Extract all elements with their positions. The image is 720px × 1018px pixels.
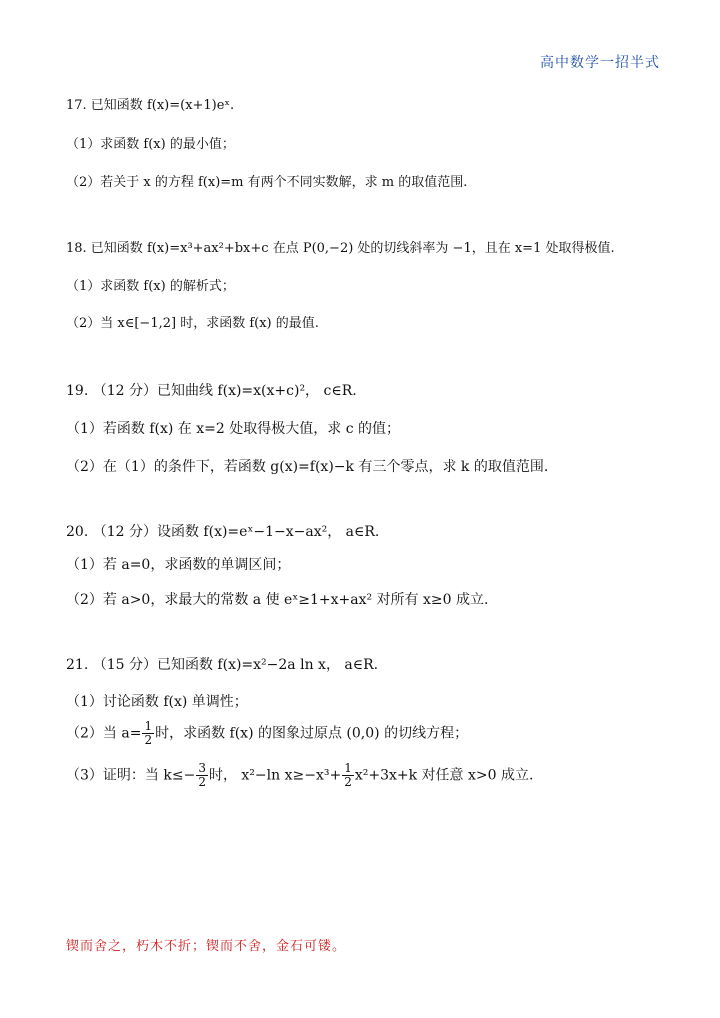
- part-3-text-b: x²+3x+k 对任意 x>0 成立.: [354, 767, 534, 784]
- fraction-numerator: 3: [198, 761, 206, 775]
- problem-20-stem: 20. （12 分）设函数 f(x)=eˣ−1−x−ax²， a∈R.: [66, 524, 380, 540]
- header-title: 高中数学一招半式: [540, 55, 660, 71]
- problem-20-part-2: （2）若 a>0，求最大的常数 a 使 eˣ≥1+x+ax² 对所有 x≥0 成立.: [66, 592, 489, 608]
- fraction-denominator: 2: [198, 775, 206, 789]
- problem-21-part-1: （1）讨论函数 f(x) 单调性；: [66, 694, 248, 710]
- part-2-text: 时，求函数 f(x) 的图象过原点 (0,0) 的切线方程；: [155, 725, 469, 742]
- problem-17-stem: 17. 已知函数 f(x)=(x+1)eˣ.: [66, 98, 235, 113]
- problem-21-part-3: [66, 762, 533, 789]
- problem-18-part-1: （1）求函数 f(x) 的解析式；: [66, 279, 235, 294]
- problem-21-stem: 21. （15 分）已知函数 f(x)=x²−2a ln x， a∈R.: [66, 657, 379, 673]
- part-3-prefix: （3）证明：当 k≤−: [66, 767, 196, 784]
- part-3-text-a: 时， x²−ln x≥−x³+: [208, 767, 342, 784]
- problem-20-part-1: （1）若 a=0，求函数的单调区间；: [66, 557, 291, 573]
- fraction-denominator: 2: [144, 733, 153, 747]
- fraction-denominator: 2: [344, 775, 352, 789]
- problem-18-stem: 18. 已知函数 f(x)=x³+ax²+bx+c 在点 P(0,−2) 处的切线斜率为 −1，且在 x=1 处取得极值.: [66, 241, 615, 256]
- fraction-one-half: [142, 720, 154, 747]
- problem-17-part-2: （2）若关于 x 的方程 f(x)=m 有两个不同实数解，求 m 的取值范围.: [66, 175, 468, 190]
- fraction-numerator: 1: [144, 719, 153, 733]
- fraction-three-halves: [196, 762, 208, 789]
- fraction-numerator: 1: [344, 761, 352, 775]
- problem-18-part-2: （2）当 x∈[−1,2] 时，求函数 f(x) 的最值.: [66, 316, 319, 331]
- problem-19-part-2: （2）在（1）的条件下，若函数 g(x)=f(x)−k 有三个零点，求 k 的取值范围.: [66, 459, 549, 475]
- fraction-one-half: [342, 762, 354, 789]
- footer-motto: 锲而舍之，朽木不折；锲而不舍，金石可镂。: [66, 939, 347, 954]
- problem-19-stem: 19. （12 分）已知曲线 f(x)=x(x+c)²， c∈R.: [66, 383, 357, 399]
- problem-21-part-2: [66, 720, 468, 747]
- problem-19-part-1: （1）若函数 f(x) 在 x=2 处取得极大值，求 c 的值；: [66, 421, 400, 437]
- part-2-prefix: （2）当 a=: [66, 725, 142, 742]
- problem-17-part-1: （1）求函数 f(x) 的最小值；: [66, 137, 235, 152]
